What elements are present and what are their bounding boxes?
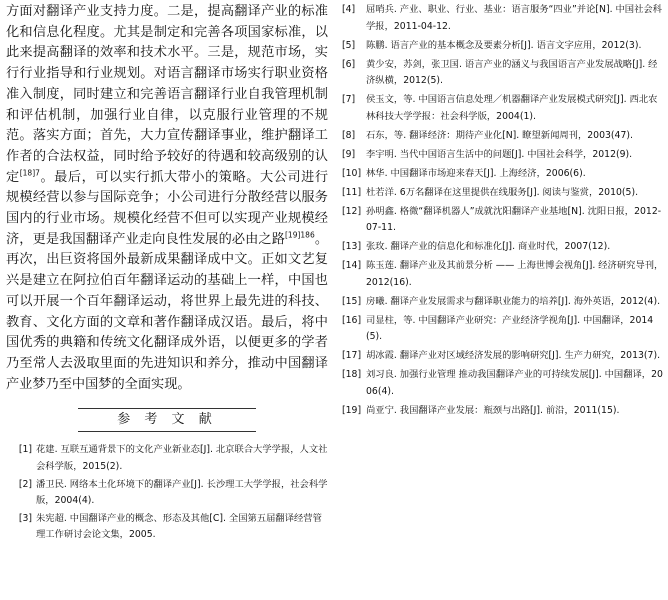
reference-item [6,442,328,475]
reference-number: [18] [342,369,362,381]
reference-text: 屈哨兵. 产业、职业、行业、基业：语言服务“四业”并论[N]. 中国社会科学报，2011-04-12. [366,4,662,32]
reference-item [340,57,666,90]
reference-text: 司显柱，等. 中国翻译产业研究：产业经济学视角[J]. 中国翻译，2014(5). [366,314,654,343]
reference-number: [16] [342,314,362,326]
reference-text: 朱宪超. 中国翻译产业的概念、形态及其他[C]. 全国第五届翻译经营管理工作研讨会论文集，2005. [36,512,322,541]
left-column [6,2,328,545]
reference-text: 房曦. 翻译产业发展需求与翻译职业能力的培养[J]. 海外英语，2012(4). [366,295,661,307]
reference-text: 李宇明. 当代中国语言生活中的问题[J]. 中国社会科学，2012(9). [366,148,633,160]
reference-number: [3] [18,512,32,524]
reference-text: 林华. 中国翻译市场迎来春天[J]. 上海经济，2006(6). [366,167,586,179]
reference-item [340,294,666,311]
reference-text: 孙明鑫. 格微“翻译机器人”成就沈阳翻译产业基地[N]. 沈阳日报，2012-07-11. [366,205,662,234]
reference-text: 花建. 互联互通背景下的文化产业新业态[J]. 北京联合大学学报，人文社会科学版，2015(2). [36,444,328,472]
reference-item [340,185,666,202]
reference-text: 侯玉文，等. 中国语言信息处理／机器翻译产业发展模式研究[J]. 西北农林科技大学学报：社会科学版，2004(1). [366,94,658,122]
reference-number: [1] [18,444,32,456]
reference-text: 陈玉莲. 翻译产业及其前景分析 —— 上海世博会视角[J]. 经济研究导刊，2012(16). [366,260,664,288]
reference-item [340,128,666,145]
reference-text: 刘习良. 加强行业管理 推动我国翻译产业的可持续发展[J]. 中国翻译，2006(4). [366,369,663,397]
reference-item [340,403,666,420]
reference-item [6,511,328,544]
references-heading: 参 考 文 献 [78,408,256,432]
body-text-segment: 。最后，可以实行抓大带小的策略。大公司进行规模经营以参与国际竞争；小公司进行分散经营以服务国内的行业市场。规模化经营不但可以实现产业规模经济，更是我国翻译产业走向良性发展的必由之路 [6,169,329,247]
reference-number: [7] [342,94,356,106]
reference-item [340,367,666,400]
reference-text: 石东，等. 翻译经济：期待产业化[N]. 瞭望新闻周刊，2003(47). [366,129,633,141]
reference-number: [2] [18,478,32,490]
reference-item [340,147,666,164]
citation-marker: [19]186 [285,230,315,240]
reference-number: [15] [342,295,362,307]
reference-item [340,258,666,291]
reference-number: [10] [342,167,362,179]
reference-text: 陈鹏. 语言产业的基本概念及要素分析[J]. 语言文字应用，2012(3). [366,39,642,51]
reference-number: [4] [342,4,356,15]
reference-number: [5] [342,39,356,51]
reference-list-left [6,442,328,544]
reference-text: 黄少安，苏剑，张卫国. 语言产业的涵义与我国语言产业发展战略[J]. 经济纵横，2012(5). [366,58,658,87]
reference-number: [6] [342,58,356,70]
reference-item [6,477,328,510]
reference-item [340,239,666,256]
reference-number: [17] [342,350,362,362]
reference-number: [14] [342,260,362,272]
reference-text: 胡冰霞. 翻译产业对区域经济发展的影响研究[J]. 生产力研究，2013(7). [366,350,661,362]
body-text-segment: 。再次，出巨资将国外最新成果翻译成中文。正如文艺复兴是建立在阿拉伯百年翻译运动的基础上一样，中国也可以开展一个百年翻译运动，将世界上最先进的科技、教育、文化方面的文章和著作翻译成汉语。最后，将中国优秀的典籍和传统文化翻译成外语，以便更多的学者乃至常人去汲取里面的先进知识和养分，推动中国翻译产业梦乃至中国梦的全面实现。 [6,231,329,392]
reference-number: [19] [342,404,362,416]
reference-item [340,38,666,55]
body-text-segment: 方面对翻译产业支持力度。二是，提高翻译产业的标准化和信息化程度。尤其是制定和完善各项国家标准，以此来提高翻译的效率和技术水平。三是，规范市场，实行行业指导和行业规划。对语言翻译市场实行职业资格准入制度，同时建立和完善语言翻译行业自我管理机制和评估机制，加强行业自律，以克服行业管理的不规范。落实方面；首先，大力宣传翻译事业，维护翻译工作者的合法权益，同时给予较好的待遇和较高级别的认定 [6,4,328,185]
reference-text: 张玫. 翻译产业的信息化和标准化[J]. 商业时代，2007(12). [366,241,611,253]
reference-item [340,348,666,365]
reference-number: [9] [342,148,356,160]
citation-marker: [18]7 [19,168,40,178]
reference-item [340,313,666,346]
reference-number: [11] [342,186,362,198]
reference-item [340,166,666,183]
reference-number: [12] [342,205,362,217]
reference-item [340,92,666,125]
body-paragraph [6,2,328,395]
reference-text: 杜若洋. 6万名翻译在这里提供在线服务[J]. 阅读与鉴赏，2010(5). [366,186,639,198]
reference-item [340,2,666,35]
reference-number: [13] [342,241,362,253]
reference-text: 潘卫民. 网络本土化环境下的翻译产业[J]. 长沙理工大学学报，社会科学版，2004(4). [36,478,328,507]
reference-text: 尚亚宁. 我国翻译产业发展：瓶颈与出路[J]. 前沿，2011(15). [366,404,620,416]
right-column [340,2,666,422]
reference-item [340,204,666,237]
reference-list-right [340,2,666,420]
reference-number: [8] [342,129,356,141]
